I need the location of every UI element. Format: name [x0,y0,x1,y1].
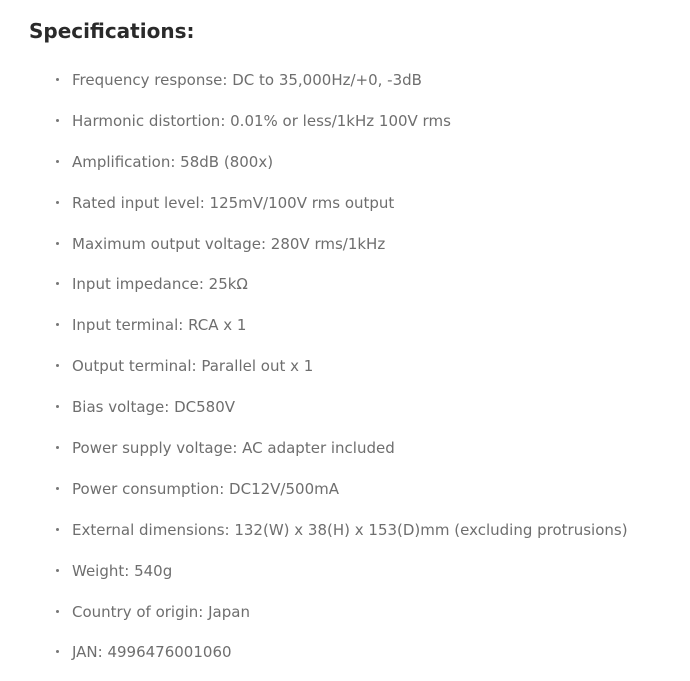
bullet-icon [56,446,59,449]
spec-text: Rated input level: 125mV/100V rms output [72,193,395,212]
spec-item-frequency-response [29,67,679,108]
spec-item-input-terminal [29,312,679,353]
spec-item-jan [29,639,679,680]
spec-list [29,67,679,680]
spec-text: Maximum output voltage: 280V rms/1kHz [72,234,386,253]
bullet-icon [56,569,59,572]
spec-item-country-of-origin [29,599,679,640]
spec-text: External dimensions: 132(W) x 38(H) x 153(D)mm (excluding protrusions) [72,520,628,539]
spec-item-rated-input-level [29,190,679,231]
spec-item-external-dimensions [29,517,679,558]
spec-item-power-supply-voltage [29,435,679,476]
bullet-icon [56,405,59,408]
bullet-icon [56,282,59,285]
bullet-icon [56,528,59,531]
spec-text: Power supply voltage: AC adapter included [72,439,395,458]
spec-item-bias-voltage [29,394,679,435]
bullet-icon [56,650,59,653]
spec-item-maximum-output-voltage [29,231,679,272]
spec-text: Input terminal: RCA x 1 [72,316,247,335]
spec-item-output-terminal [29,353,679,394]
bullet-icon [56,160,59,163]
bullet-icon [56,364,59,367]
spec-text: Amplification: 58dB (800x) [72,152,274,171]
spec-item-power-consumption [29,476,679,517]
bullet-icon [56,78,59,81]
spec-text: Bias voltage: DC580V [72,398,236,417]
bullet-icon [56,119,59,122]
bullet-icon [56,610,59,613]
specifications-heading: Specifications: [29,19,195,43]
spec-text: Output terminal: Parallel out x 1 [72,357,314,376]
spec-text: Frequency response: DC to 35,000Hz/+0, -3dB [72,71,422,89]
spec-item-weight [29,558,679,599]
spec-text: JAN: 4996476001060 [72,643,232,662]
spec-text: Country of origin: Japan [72,602,250,621]
spec-text: Weight: 540g [72,561,173,580]
specifications-section [29,18,679,662]
bullet-icon [56,323,59,326]
spec-text: Input impedance: 25kΩ [72,275,248,294]
spec-item-input-impedance [29,271,679,312]
spec-text: Harmonic distortion: 0.01% or less/1kHz 100V rms [72,111,451,130]
bullet-icon [56,487,59,490]
spec-item-amplification [29,149,679,190]
bullet-icon [56,201,59,204]
spec-item-harmonic-distortion [29,108,679,149]
spec-text: Power consumption: DC12V/500mA [72,479,339,498]
bullet-icon [56,242,59,245]
